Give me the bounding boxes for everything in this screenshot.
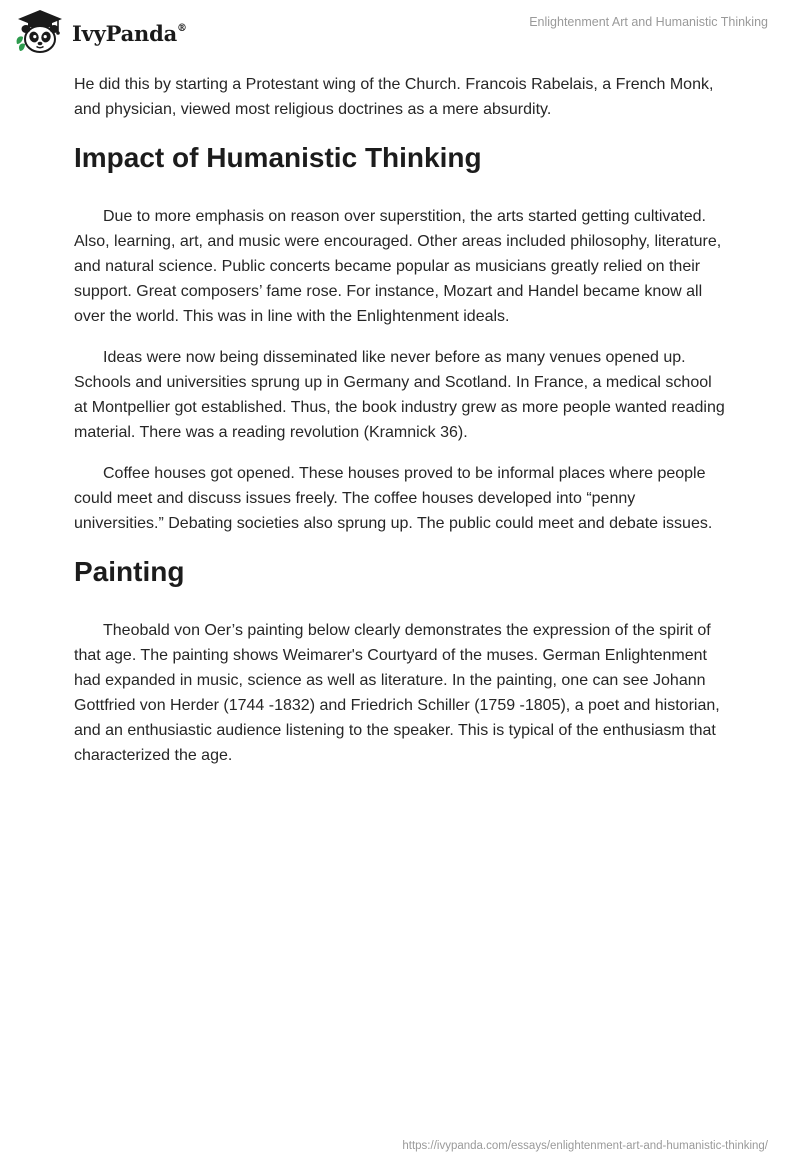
section-heading-impact: Impact of Humanistic Thinking — [74, 142, 482, 173]
paragraph: Ideas were now being disseminated like never before as many venues opened up. Schools and universities sprung up in Germany and Scotland. In France, a medical school at Montpellier got established. Thus, the book industry grew as more people wanted reading material. There was a reading revolution (Kramnick 36). — [74, 349, 725, 441]
paragraph: Due to more emphasis on reason over superstition, the arts started getting cultivated. Also, learning, art, and music were encouraged. Other areas included philosophy, literature, and natural science. Public concerts became popular as musicians greatly relied on their support. Great composers’ fame rose. For instance, Mozart and Handel became know all over the world. This was in line with the Enlightenment ideals. — [74, 208, 722, 325]
document-title: Enlightenment Art and Humanistic Thinking — [529, 15, 768, 29]
section-heading-painting: Painting — [74, 556, 185, 587]
registered-mark: ® — [177, 22, 187, 34]
brand-name: IvyPanda® — [72, 20, 187, 46]
footer-source-link[interactable]: https://ivypanda.com/essays/enlightenment-art-and-humanistic-thinking/ — [402, 1140, 768, 1152]
paragraph: Theobald von Oer’s painting below clearly demonstrates the expression of the spirit of that age. The painting shows Weimarer's Courtyard of the muses. German Enlightenment had expanded in music, science as well as literature. In the painting, one can see Johann Gottfried von Herder (1744 -1832) and Friedrich Schiller (1759 -1805), a poet and historian, and an enthusiastic audience listening to the speaker. This is typical of the enthusiasm that characterized the age. — [74, 622, 720, 764]
paragraph: Coffee houses got opened. These houses proved to be informal places where people could meet and discuss issues freely. The coffee houses developed into “penny universities.” Debating societies also sprung up. The public could meet and debate issues. — [74, 465, 713, 532]
ivypanda-logo[interactable] — [14, 8, 187, 54]
page-header — [0, 0, 800, 60]
intro-paragraph: He did this by starting a Protestant wing of the Church. Francois Rabelais, a French Monk, and physician, viewed most religious doctrines as a mere absurdity. — [74, 76, 714, 118]
essay-body — [74, 72, 728, 784]
panda-graduate-icon — [14, 8, 66, 54]
